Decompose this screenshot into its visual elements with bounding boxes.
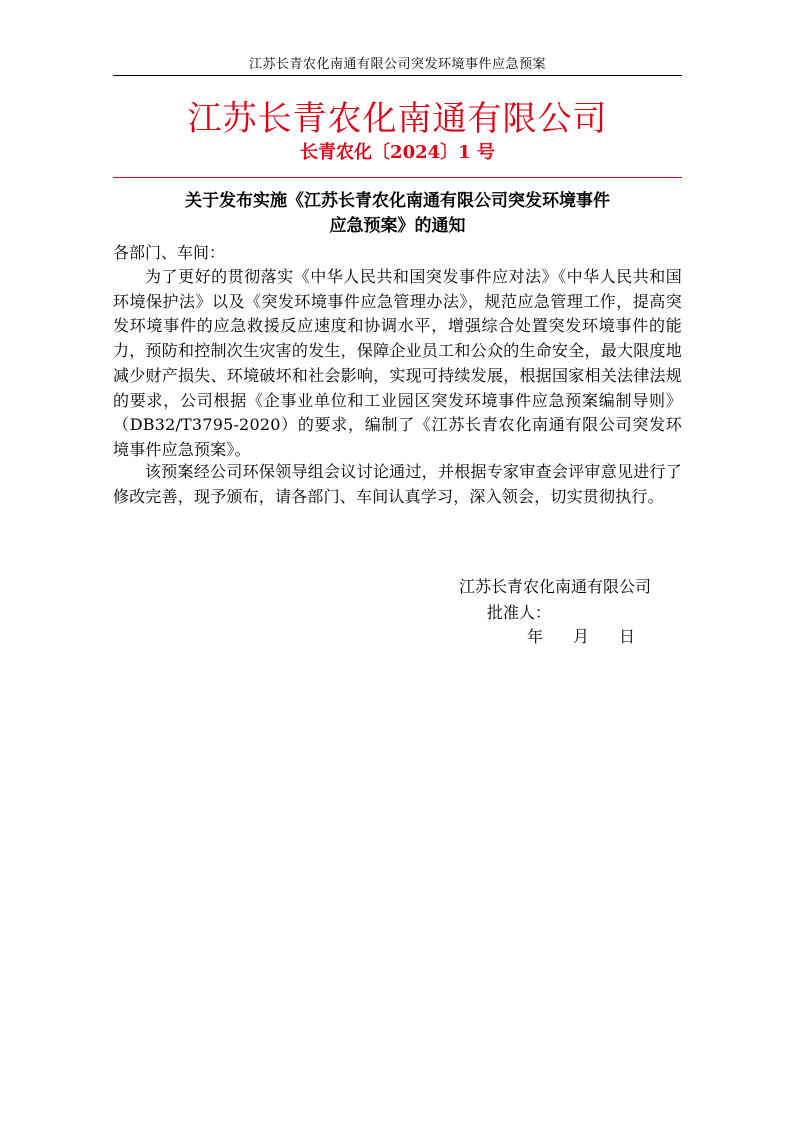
letterhead-organization: 江苏长青农化南通有限公司 [187,99,608,139]
approver-label: 批准人： [487,603,552,622]
signature-date [527,625,635,649]
signature-organization: 江苏长青农化南通有限公司 [459,577,652,596]
body-paragraph-2: 该预案经公司环保领导组会议讨论通过，并根据专家审查会评审意见进行了修改完善，现予颁布，请各部门、车间认真学习，深入领会，切实贯彻执行。 [113,462,682,506]
date-day-label: 日 [619,627,636,646]
notice-title [113,189,682,239]
notice-title-line-2: 应急预案》的通知 [329,216,466,236]
notice-title-line-1: 关于发布实施《江苏长青农化南通有限公司突发环境事件 [185,191,610,211]
running-header: 江苏长青农化南通有限公司突发环境事件应急预案 [248,57,546,72]
salutation: 各部门、车间： [113,243,226,262]
date-year-label: 年 [527,627,544,646]
header-divider [113,75,682,76]
date-month-label: 月 [573,627,590,646]
body-paragraph-1: 为了更好的贯彻落实《中华人民共和国突发事件应对法》《中华人民共和国环境保护法》以及《突发环境事件应急管理办法》，规范应急管理工作，提高突发环境事件的应急救援反应速度和协调水平，增强综合处置突发环境事件的能力，预防和控制次生灾害的发生，保障企业员工和公众的生命安全，最大限度地减少财产损失、环境破坏和社会影响，实现可持续发展，根据国家相关法律法规的要求，公司根据《企事业单位和工业园区突发环境事件应急预案编制导则》（DB32/T3795-2020）的要求，编制了《江苏长青农化南通有限公司突发环境事件应急预案》。 [113,267,682,459]
document-number: 长青农化〔2024〕1 号 [300,142,495,163]
letterhead-red-rule [113,177,682,178]
